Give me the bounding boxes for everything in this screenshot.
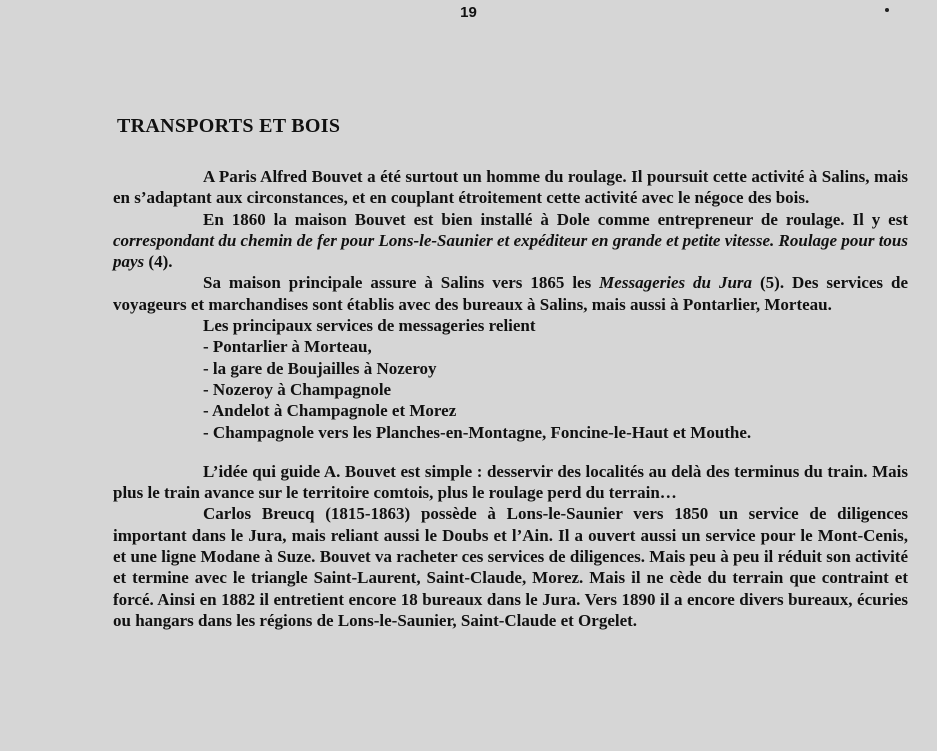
paragraph-4: L’idée qui guide A. Bouvet est simple : desservir des localités au delà des terminus du train. Mais plus le train avance sur le territoire comtois, plus le roulage perd du terrain… (113, 461, 908, 503)
paragraph-5: Carlos Breucq (1815-1863) possède à Lons-le-Saunier vers 1850 un service de diligences important dans le Jura, mais reliant aussi le Doubs et l’Ain. Il a ouvert aussi un service pour le Mont-Cenis, et une ligne Modane à Suze. Bouvet va racheter ces services de diligences. Mais peu à peu il réduit son activité et termine avec le triangle Saint-Laurent, Saint-Claude, Morez. Mais il ne cède du terrain que contraint et forcé. Ainsi en 1882 il entretient encore 18 bureaux dans le Jura. Vers 1890 il a encore divers bureaux, écuries ou hangars dans les régions de Lons-le-Saunier, Saint-Claude et Orgelet. (113, 504, 908, 630)
paragraph-1: A Paris Alfred Bouvet a été surtout un homme du roulage. Il poursuit cette activité à Salins, mais en s’adaptant aux circonstances, et en couplant étroitement cette activité avec le négoce des bois. (113, 167, 908, 208)
paragraph-3-rest: (5). Des services de voyageurs et marchandises sont établis avec des bureaux à Salins, mais aussi à Pontarlier, Morteau. (113, 273, 908, 314)
page-number: 19 (460, 4, 477, 21)
list-item: - Pontarlier à Morteau, (203, 337, 372, 357)
section-title: TRANSPORTS ET BOIS (117, 115, 341, 137)
paragraph-2 (113, 209, 908, 273)
list-item: - la gare de Boujailles à Nozeroy (203, 358, 437, 378)
paragraph-2-text: En 1860 la maison Bouvet est bien installé à Dole comme entrepreneur de roulage. Il y est (203, 209, 908, 229)
paragraph-3-italic: Messageries du Jura (599, 273, 753, 293)
list-item: - Nozeroy à Champagnole (203, 379, 392, 399)
paragraph-2-ref: (4). (144, 252, 173, 272)
paragraph-2-italic: correspondant du chemin de fer pour Lons-le-Saunier et expéditeur en grande et petite vitesse. Roulage pour tous pays (113, 230, 908, 272)
list-item: - Andelot à Champagnole et Morez (203, 401, 457, 421)
body-text (113, 166, 908, 631)
list-intro: Les principaux services de messageries relient (203, 316, 536, 336)
paragraph-3-text: Sa maison principale assure à Salins vers 1865 les (203, 273, 600, 293)
speck-mark (885, 8, 889, 12)
list-item: - Champagnole vers les Planches-en-Montagne, Foncine-le-Haut et Mouthe. (203, 422, 752, 442)
paragraph-3 (113, 272, 908, 315)
services-list (113, 315, 908, 443)
